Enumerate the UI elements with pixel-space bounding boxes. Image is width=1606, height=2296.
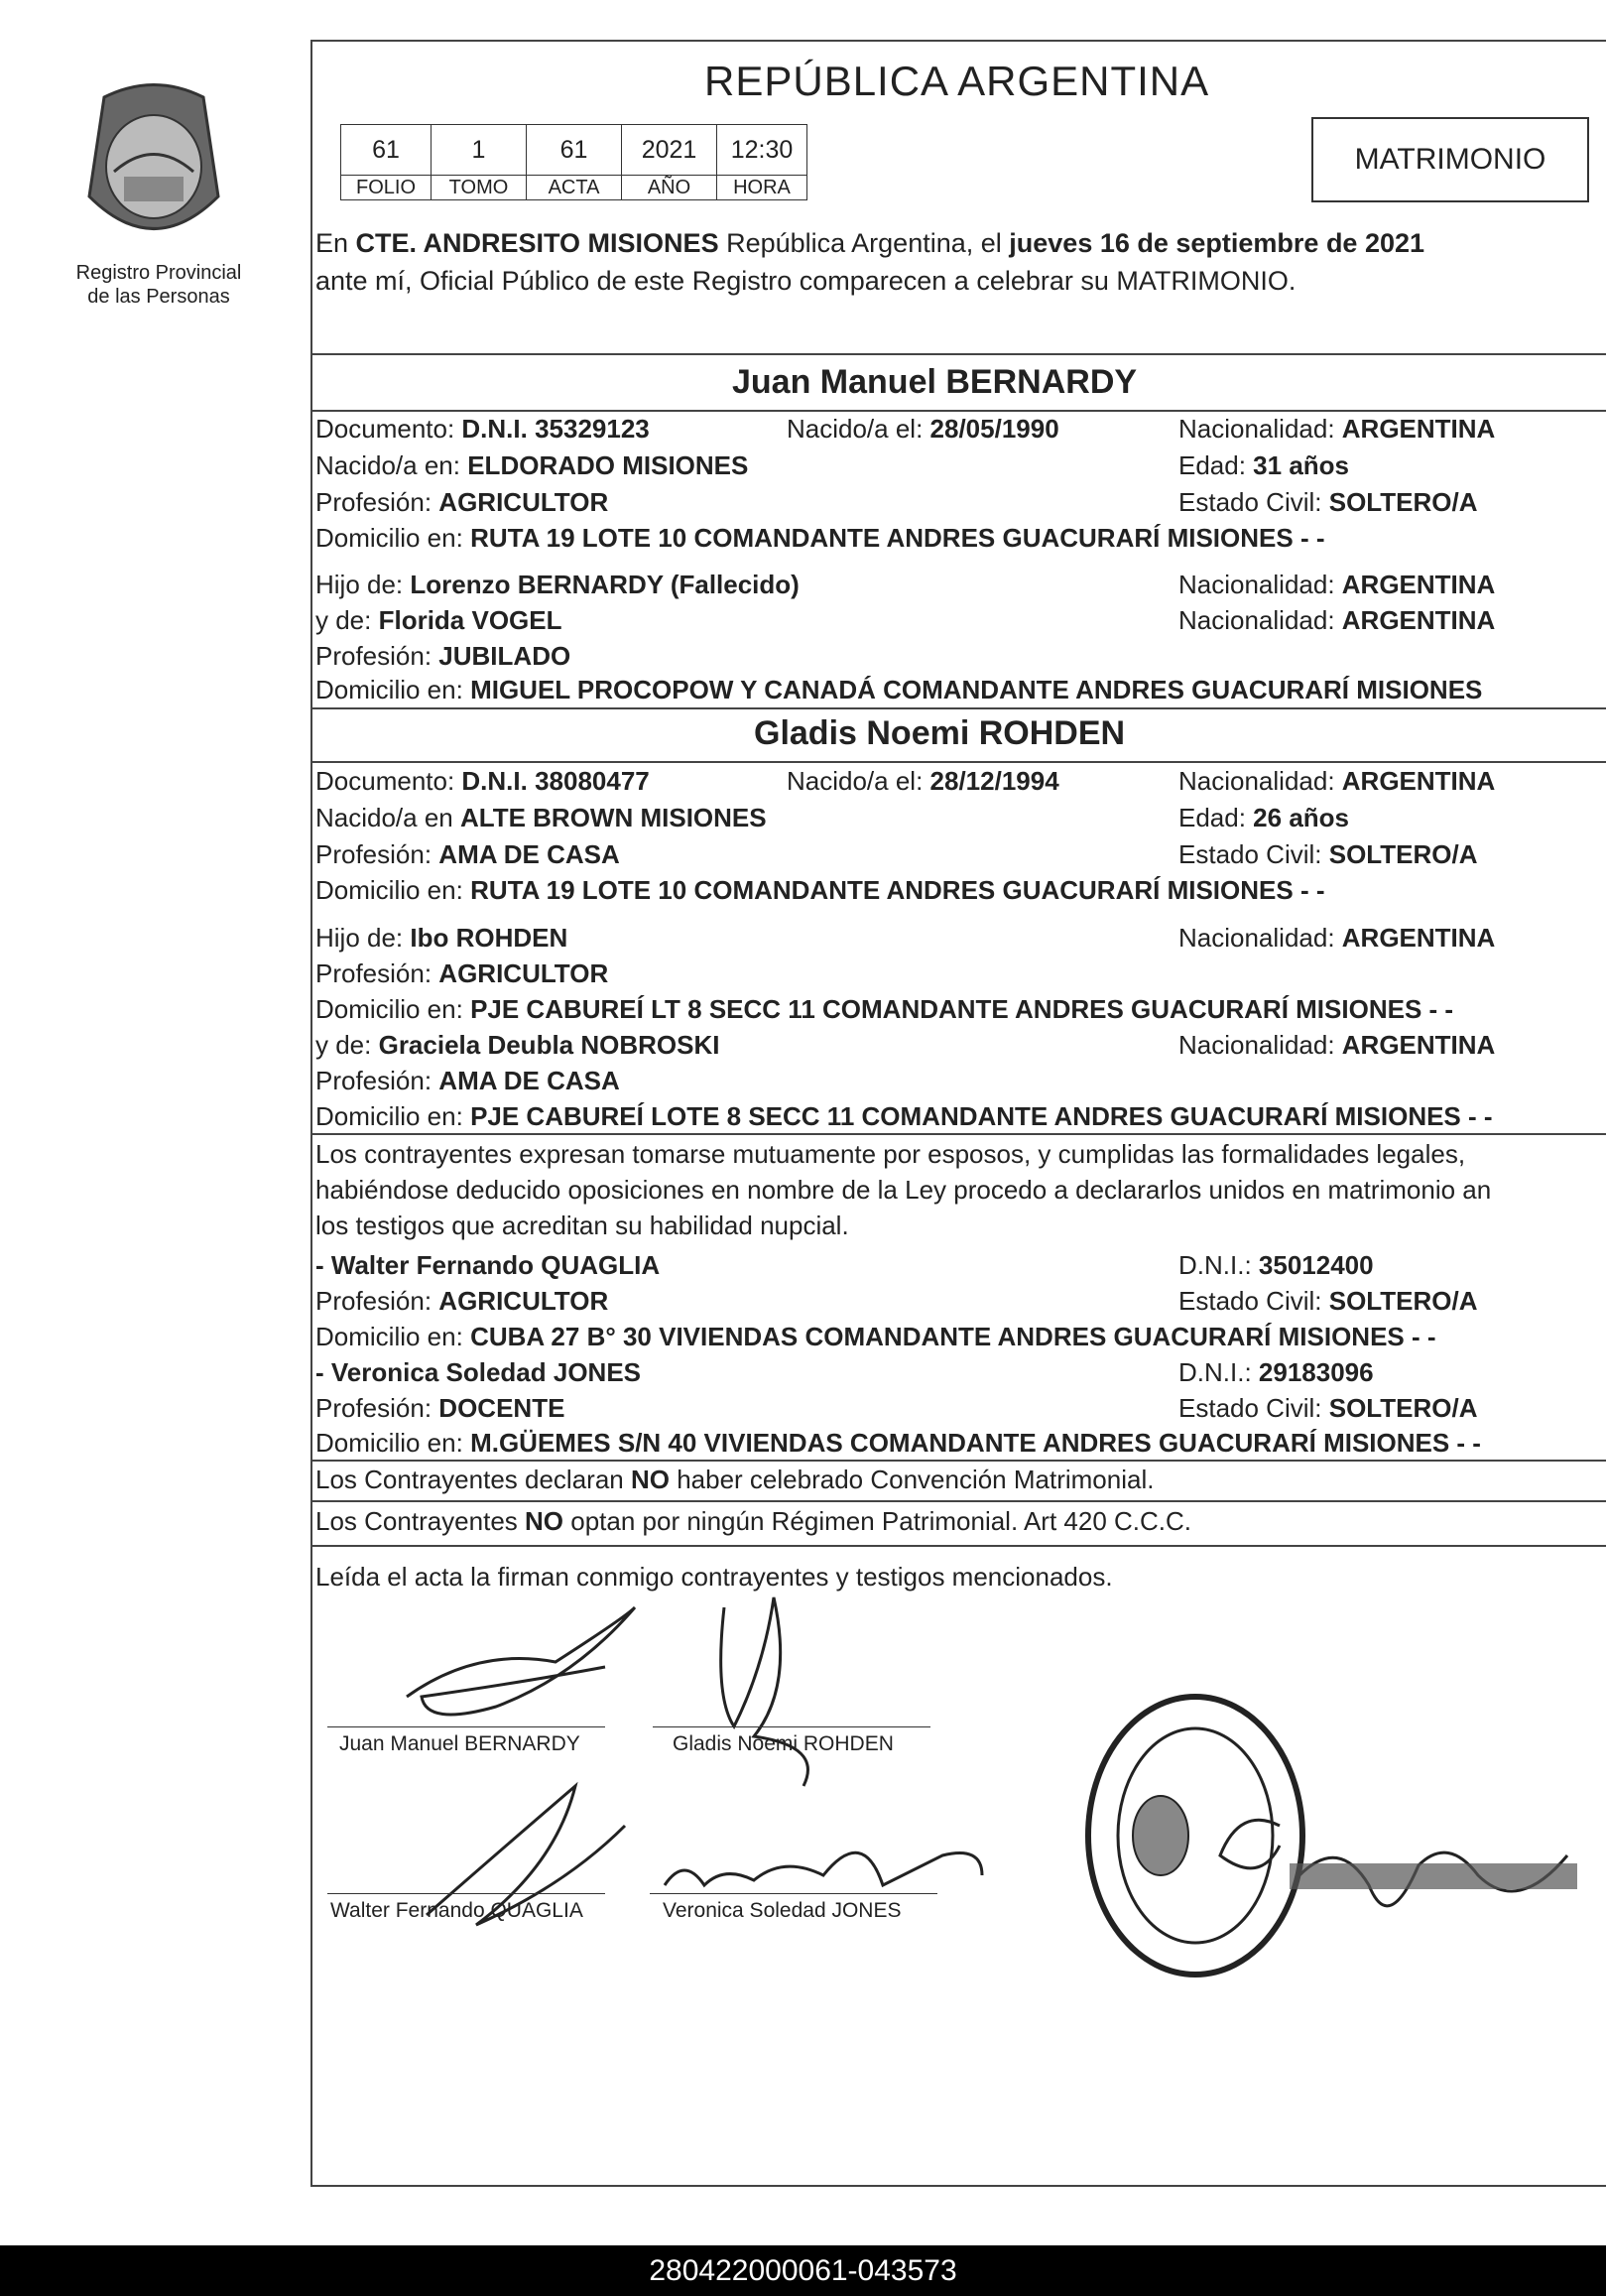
divider (310, 1133, 1606, 1135)
label: Profesión: (315, 487, 439, 517)
bride-nationality (1178, 768, 1495, 794)
value: PJE CABUREÍ LOTE 8 SECC 11 COMANDANTE ANDRES GUACURARÍ MISIONES - - (470, 1101, 1493, 1131)
province-seal-logo (69, 77, 238, 256)
groom-mother-profession (315, 643, 570, 669)
groom-civil-status (1178, 489, 1477, 515)
text: optan por ningún Régimen Patrimonial. Art 420 C.C.C. (563, 1506, 1192, 1536)
value: ARGENTINA (1341, 766, 1496, 796)
value: ELDORADO MISIONES (467, 450, 749, 480)
value: SOLTERO/A (1328, 1393, 1478, 1423)
register-table (340, 124, 807, 200)
value: MIGUEL PROCOPOW Y CANADÁ COMANDANTE ANDRES GUACURARÍ MISIONES (470, 675, 1483, 704)
bride-address (315, 877, 1324, 903)
label: Profesión: (315, 839, 439, 869)
label: Edad: (1178, 450, 1254, 480)
label: Domicilio en: (315, 523, 471, 553)
value: Graciela Deubla NOBROSKI (378, 1030, 720, 1060)
value: AGRICULTOR (438, 487, 609, 517)
witness-2-dni (1178, 1359, 1374, 1385)
footer-code: 280422000061-043573 (0, 2245, 1606, 2296)
label: Domicilio en: (315, 994, 471, 1024)
witness-2-address (315, 1430, 1481, 1456)
signature-label-witness-2: Veronica Soledad JONES (663, 1899, 902, 1922)
value: ALTE BROWN MISIONES (459, 803, 767, 832)
closing-text: Leída el acta la firman conmigo contrayentes y testigos mencionados. (315, 1562, 1113, 1592)
label: Estado Civil: (1178, 839, 1329, 869)
value: ARGENTINA (1341, 923, 1496, 953)
divider (310, 761, 1606, 763)
value: CUBA 27 B° 30 VIVIENDAS COMANDANTE ANDRES GUACURARÍ MISIONES - - (470, 1322, 1436, 1351)
label: Hijo de: (315, 923, 411, 953)
label: Documento: (315, 766, 462, 796)
bride-document (315, 768, 650, 794)
value: AGRICULTOR (438, 958, 609, 988)
witness-2-profession (315, 1395, 564, 1421)
signature-line (327, 1726, 605, 1727)
label: Nacido/a en: (315, 450, 468, 480)
tomo-value: 1 (432, 125, 527, 176)
groom-address (315, 525, 1324, 551)
groom-mother (315, 607, 562, 633)
official-signature (1280, 1816, 1587, 1955)
groom-birthdate (787, 416, 1059, 442)
signature-line (650, 1893, 937, 1894)
label: Nacido/a el: (787, 414, 930, 444)
label: Nacionalidad: (1178, 766, 1342, 796)
signature-label-groom: Juan Manuel BERNARDY (339, 1732, 580, 1755)
label: Profesión: (315, 1393, 439, 1423)
value: 31 años (1253, 450, 1349, 480)
value: Ibo ROHDEN (410, 923, 568, 953)
groom-profession (315, 489, 608, 515)
intro-line-2: ante mí, Oficial Público de este Registro comparecen a celebrar su MATRIMONIO. (315, 266, 1297, 296)
value: D.N.I. 38080477 (461, 766, 650, 796)
groom-birthplace (315, 452, 748, 478)
bride-father (315, 925, 567, 951)
act-type-box: MATRIMONIO (1311, 117, 1589, 202)
signature-line (653, 1726, 930, 1727)
hour-label: HORA (717, 176, 807, 200)
groom-father-nationality (1178, 572, 1495, 597)
label: Domicilio en: (315, 875, 471, 905)
acta-label: ACTA (527, 176, 622, 200)
intro-mid: República Argentina, el (718, 228, 1010, 258)
bride-name: Gladis Noemi ROHDEN (754, 714, 1126, 752)
label: Nacionalidad: (1178, 570, 1342, 599)
label: Documento: (315, 414, 462, 444)
text-bold: NO (630, 1465, 670, 1494)
divider (310, 410, 1606, 412)
label: Nacionalidad: (1178, 414, 1342, 444)
intro-place: CTE. ANDRESITO MISIONES (355, 228, 719, 258)
bride-civil-status (1178, 841, 1477, 867)
label: Estado Civil: (1178, 1393, 1329, 1423)
label: Profesión: (315, 641, 439, 671)
signature-line (327, 1893, 605, 1894)
label: Domicilio en: (315, 675, 471, 704)
intro-prefix: En (315, 228, 356, 258)
bride-age (1178, 805, 1349, 830)
divider (310, 1460, 1606, 1462)
value: AMA DE CASA (438, 839, 620, 869)
groom-parents-address (315, 677, 1482, 702)
declaration-line-1: Los contrayentes expresan tomarse mutuamente por esposos, y cumplidas las formalidades legales, (315, 1139, 1466, 1169)
value: SOLTERO/A (1328, 1286, 1478, 1316)
bride-mother-nationality (1178, 1032, 1495, 1058)
label: Profesión: (315, 1066, 439, 1095)
value: PJE CABUREÍ LT 8 SECC 11 COMANDANTE ANDRES GUACURARÍ MISIONES - - (470, 994, 1454, 1024)
label: Domicilio en: (315, 1322, 471, 1351)
witness-1-address (315, 1324, 1436, 1349)
value: ARGENTINA (1341, 605, 1496, 635)
value: DOCENTE (438, 1393, 565, 1423)
value: Lorenzo BERNARDY (Fallecido) (410, 570, 800, 599)
witness-1-dni (1178, 1252, 1374, 1278)
text-bold: NO (525, 1506, 564, 1536)
value: ARGENTINA (1341, 414, 1496, 444)
label: Hijo de: (315, 570, 411, 599)
signature-label-bride: Gladis Noemi ROHDEN (673, 1732, 894, 1755)
value: 28/12/1994 (929, 766, 1059, 796)
official-seal (1081, 1687, 1309, 1984)
groom-father (315, 572, 800, 597)
witness-1-civil-status (1178, 1288, 1477, 1314)
year-value: 2021 (622, 125, 717, 176)
folio-value: 61 (341, 125, 432, 176)
divider (310, 707, 1606, 709)
value: 29183096 (1258, 1357, 1374, 1387)
acta-value: 61 (527, 125, 622, 176)
label: Domicilio en: (315, 1101, 471, 1131)
value: AMA DE CASA (438, 1066, 620, 1095)
declaration-line-2: habiéndose deducido oposiciones en nombre de la Ley procedo a declararlos unidos en matrimonio an (315, 1175, 1492, 1205)
year-label: AÑO (622, 176, 717, 200)
label: Profesión: (315, 1286, 439, 1316)
label: D.N.I.: (1178, 1250, 1259, 1280)
label: Nacionalidad: (1178, 923, 1342, 953)
page-title: REPÚBLICA ARGENTINA (704, 58, 1210, 104)
label: D.N.I.: (1178, 1357, 1259, 1387)
value: 28/05/1990 (929, 414, 1059, 444)
value: 35012400 (1258, 1250, 1374, 1280)
value: ARGENTINA (1341, 1030, 1496, 1060)
folio-label: FOLIO (341, 176, 432, 200)
registry-name (60, 261, 258, 309)
declaration-line-3: los testigos que acreditan su habilidad nupcial. (315, 1211, 849, 1240)
text: haber celebrado Convención Matrimonial. (669, 1465, 1155, 1494)
label: y de: (315, 1030, 379, 1060)
witness-2-civil-status (1178, 1395, 1477, 1421)
intro-line-1 (315, 230, 1424, 257)
label: Estado Civil: (1178, 1286, 1329, 1316)
witness-1-profession (315, 1288, 608, 1314)
label: Edad: (1178, 803, 1254, 832)
value: JUBILADO (438, 641, 571, 671)
groom-document (315, 416, 650, 442)
value: 26 años (1253, 803, 1349, 832)
groom-nationality (1178, 416, 1495, 442)
value: M.GÜEMES S/N 40 VIVIENDAS COMANDANTE ANDRES GUACURARÍ MISIONES - - (470, 1428, 1481, 1458)
label: Nacido/a en (315, 803, 460, 832)
value: Florida VOGEL (378, 605, 562, 635)
registry-name-line-1: Registro Provincial (75, 262, 242, 284)
bride-mother (315, 1032, 719, 1058)
label: Domicilio en: (315, 1428, 471, 1458)
groom-mother-nationality (1178, 607, 1495, 633)
divider (310, 1500, 1606, 1502)
label: Profesión: (315, 958, 439, 988)
label: Nacionalidad: (1178, 605, 1342, 635)
registry-name-line-2: de las Personas (87, 286, 230, 308)
hour-value: 12:30 (717, 125, 807, 176)
bride-mother-address (315, 1103, 1493, 1129)
bride-birthplace (315, 805, 767, 830)
groom-age (1178, 452, 1349, 478)
witness-1-name: - Walter Fernando QUAGLIA (315, 1250, 661, 1280)
bride-father-nationality (1178, 925, 1495, 951)
value: SOLTERO/A (1328, 839, 1478, 869)
text: Los Contrayentes (315, 1506, 526, 1536)
value: D.N.I. 35329123 (461, 414, 650, 444)
label: Nacido/a el: (787, 766, 930, 796)
intro-date: jueves 16 de septiembre de 2021 (1009, 228, 1425, 258)
divider (310, 1545, 1606, 1547)
tomo-label: TOMO (432, 176, 527, 200)
value: AGRICULTOR (438, 1286, 609, 1316)
label: Nacionalidad: (1178, 1030, 1342, 1060)
bride-birthdate (787, 768, 1059, 794)
bride-mother-profession (315, 1068, 620, 1093)
bride-profession (315, 841, 620, 867)
witness-2-name: - Veronica Soledad JONES (315, 1357, 641, 1387)
text: Los Contrayentes declaran (315, 1465, 631, 1494)
label: Estado Civil: (1178, 487, 1329, 517)
groom-name: Juan Manuel BERNARDY (732, 363, 1138, 401)
signature-label-witness-1: Walter Fernando QUAGLIA (330, 1899, 583, 1922)
value: ARGENTINA (1341, 570, 1496, 599)
value: RUTA 19 LOTE 10 COMANDANTE ANDRES GUACURARÍ MISIONES - - (470, 875, 1325, 905)
value: RUTA 19 LOTE 10 COMANDANTE ANDRES GUACURARÍ MISIONES - - (470, 523, 1325, 553)
value: SOLTERO/A (1328, 487, 1478, 517)
bride-father-address (315, 996, 1453, 1022)
convention-line-2 (315, 1508, 1191, 1534)
convention-line-1 (315, 1467, 1154, 1492)
divider (310, 353, 1606, 355)
bride-father-profession (315, 960, 608, 986)
label: y de: (315, 605, 379, 635)
